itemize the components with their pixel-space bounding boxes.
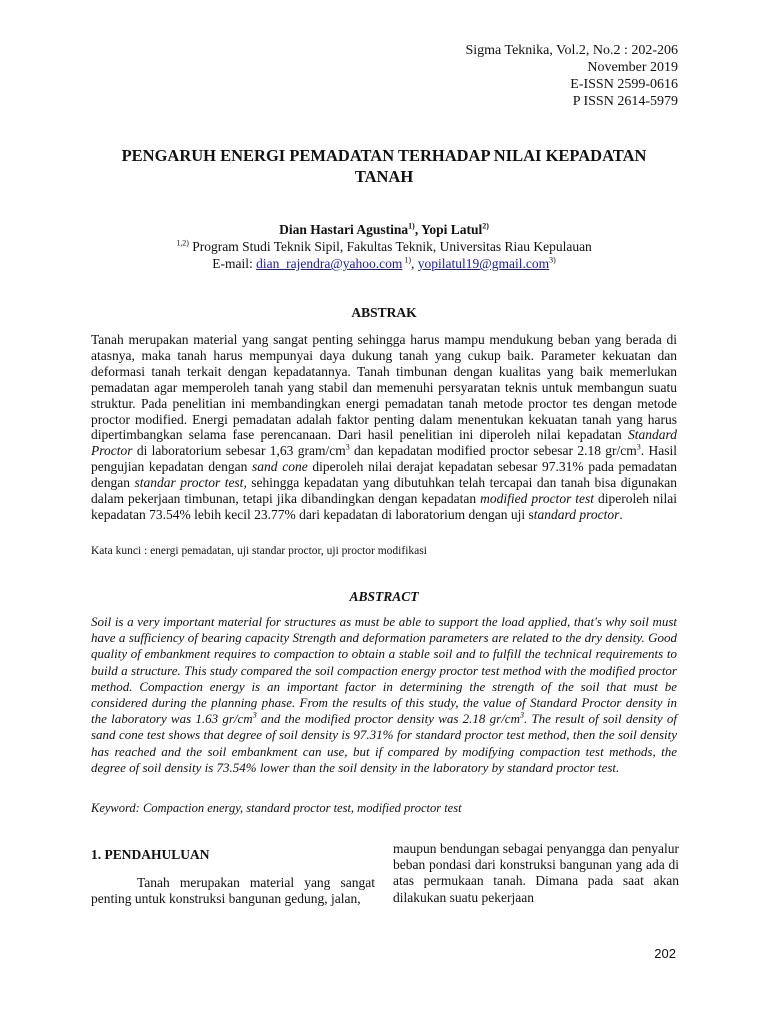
journal-header	[465, 42, 678, 110]
email-separator: ,	[411, 256, 418, 271]
email-2-sup: 3)	[549, 255, 556, 265]
abstrak-heading: ABSTRAK	[351, 305, 417, 320]
journal-citation: Sigma Teknika, Vol.2, No.2 : 202-206	[465, 43, 678, 58]
body-paragraph-left: Tanah merupakan material yang sangat penting untuk konstruksi bangunan gedung, jalan,	[91, 875, 375, 907]
author-block	[80, 221, 688, 272]
author-2-sup: 2)	[482, 221, 489, 231]
email-link-1[interactable]: dian_rajendra@yahoo.com	[256, 256, 403, 271]
author-1: Dian Hastari Agustina	[279, 222, 409, 237]
author-emails	[80, 255, 688, 272]
author-1-sup: 1)	[408, 221, 415, 231]
body-column-left	[91, 847, 375, 908]
email-link-2[interactable]: yopilatul19@gmail.com	[417, 256, 550, 271]
abstract-heading: ABSTRACT	[349, 589, 419, 604]
paper-title-line2: TANAH	[354, 167, 414, 186]
abstrak-paragraph: Tanah merupakan material yang sangat penting sehingga harus mampu mendukung beban yang berada di atasnya, maka tanah harus mempunyai daya dukung tanah yang cukup baik. Parameter kekuatan dan deformasi tanah terkait dengan kepadatannya. Tanah timbunan dengan kualitas yang baik memerlukan pemadatan agar memperoleh tanah yang stabil dan memenuhi persyaratan teknis untuk membangun suatu struktur. Pada penelitian ini membandingkan energi pemadatan tanah metode proctor tes dengan metode proctor modified. Energi pemadatan adalah faktor penting dalam menentukan kekuatan tanah yang harus dipertimbangkan selama fase perencanaan. Dari hasil penelitian ini diperoleh nilai kepadatan Standard Proctor di laboratorium sebesar 1,63 gram/$cm^3$ dan kepadatan modified proctor sebesar 2.18 $gr/cm^3$. Hasil pengujian kepadatan dengan sand cone diperoleh nilai derajat kepadatan sebesar 97.31% pada pemadatan dengan standar proctor test, sehingga kepadatan yang dibutuhkan telah tercapai dan tanah bisa digunakan dalam pekerjaan timbunan, tetapi jika dibandingkan dengan kepadatan modified proctor test diperoleh nilai kepadatan 73.54% lebih kecil 23.77% dari kepadatan di laboratorium dengan uji standard proctor.	[91, 332, 677, 522]
section-heading-pendahuluan: 1. PENDAHULUAN	[91, 847, 210, 862]
email-label: E-mail:	[212, 256, 257, 271]
abstract-paragraph: Soil is a very important material for structures as must be able to support the load applied, that's why soil must have a sufficiency of bearing capacity Strength and deformation parameters are related to the dry density. Good quality of embankment requires to compaction to obtain a stable soil and to fulfill the technical requirements to build a structure. This study compared the soil compaction energy proctor test method with the modified proctor method. Compaction energy is an important factor in determining the strength of the soil that must be considered during the planning phase. From the results of this study, the value of Standard Proctor density in the laboratory was 1.63 $gr/cm^3$ and the modified proctor density was 2.18 $gr/cm^3$. The result of soil density of sand cone test shows that degree of soil density is 97.31% for standard proctor test method, then the soil density has reached and the soil embankment can use, but if compared by modifying compaction test methods, the degree of soil density is 73.54% lower than the soil density in the laboratory by standard proctor test.	[91, 614, 677, 775]
kata-kunci: Kata kunci : energi pemadatan, uji standar proctor, uji proctor modifikasi	[91, 545, 427, 557]
body-column-right	[393, 841, 679, 906]
affiliation-sup: 1,2)	[176, 238, 189, 248]
author-names	[80, 221, 688, 238]
journal-eissn: E-ISSN 2599-0616	[570, 77, 678, 92]
email-1-sup: 1)	[402, 255, 412, 265]
journal-date: November 2019	[587, 60, 678, 75]
keywords-en: Keyword: Compaction energy, standard proctor test, modified proctor test	[91, 801, 462, 815]
author-affiliation	[80, 238, 688, 255]
author-2: Yopi Latul	[421, 222, 483, 237]
journal-pissn: P ISSN 2614-5979	[572, 94, 678, 109]
page-number: 202	[654, 946, 676, 961]
author-separator: ,	[414, 222, 422, 237]
affiliation-text: Program Studi Teknik Sipil, Fakultas Teknik, Universitas Riau Kepulauan	[188, 239, 592, 254]
body-paragraph-right: maupun bendungan sebagai penyangga dan penyalur beban pondasi dari konstruksi bangunan yang ada di atas permukaan tanah. Dimana pada saat akan dilakukan suatu pekerjaan	[393, 841, 679, 905]
paper-title	[80, 145, 688, 187]
paper-title-line1: PENGARUH ENERGI PEMADATAN TERHADAP NILAI KEPADATAN	[121, 146, 647, 165]
